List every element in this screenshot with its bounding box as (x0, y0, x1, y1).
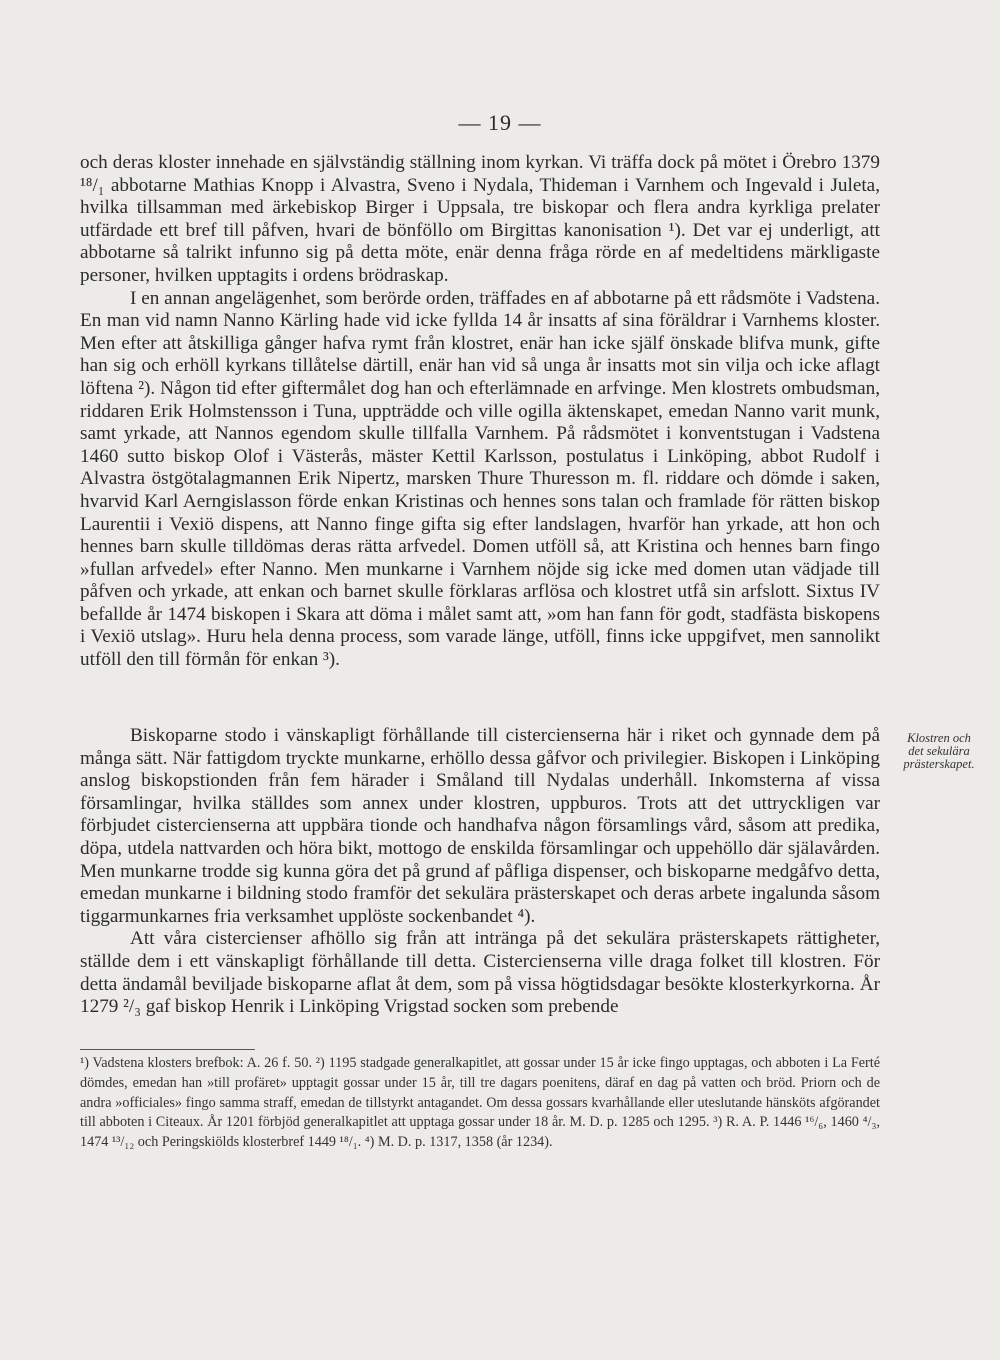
footnote-text: ¹) Vadstena klosters brefbok: A. 26 f. 50. ²) 1195 stadgade generalkapitlet, att gossar under 15 år icke fingo upptagas, och abboten i La Ferté dömdes, emedan han »till profäret» upptagit gossar under 15 år, till tre dagars poenitens, däraf en dag på vatten och bröd. Priorn och de andra »officiales» fingo samma straff, emedan de tillstyrkt antagandet. Om dessa gossars kvarhållande eller uteslutande hänsköts afgörandet till abboten i Citeaux. År 1201 förbjöd generalkapitlet att upptaga gossar under 18 år. M. D. p. 1285 och 1295. ³) R. A. P. 1446 ¹⁶/₆, 1460 ⁴/₃, 1474 ¹³/₁₂ och Peringskiölds klosterbref 1449 ¹⁸/₁. ⁴) M. D. p. 1317, 1358 (år 1234). (80, 1055, 880, 1151)
marginal-note (884, 732, 994, 771)
paragraph: I en annan angelägenhet, som berörde orden, träffades en af abbotarne på ett rådsmöte i Vadstena. En man vid namn Nanno Kärling hade vid icke fyllda 14 år insatts af sina föräldrar i Varnhems kloster. Men efter att åtskilliga gånger hafva rymt från klostret, enär han icke själf önskade blifva munk, gifte han sig och erhöll kyrkans tillåtelse därtill, enär han vid så unga år insatts mot sin vilja och icke aflagt löftena ²). Någon tid efter giftermålet dog han och efterlämnade en arfvinge. Men klostrets ombudsman, riddaren Erik Holmstensson i Tuna, uppträdde och ville ogilla äktenskapet, emedan Nanno varit munk, samt yrkade, att Nannos egendom skulle tillfalla Varnhem. På rådsmötet i konventstugan i Vadstena 1460 sutto biskop Olof i Västerås, mäster Kettil Karlsson, postulatus i Linköping, abbot Rudolf i Alvastra östgötalagmannen Erik Nipertz, marsken Thure Thuresson m. fl. riddare och dömde i saken, hvarvid Karl Aerngislasson förde enkan Kristinas och hennes sons talan och framlade för rätten biskop Laurentii i Vexiö dispens, att Nanno finge gifta sig efter landslagen, hvarför han yrkade, att hon och hennes barn skulle tilldömas deras rätta arfvedel. Domen utföll så, att Kristina och hennes barn fingo »fullan arfvedel» efter Nanno. Men munkarne i Varnhem nöjde sig icke med domen utan vädjade till påfven och yrkade, att enkan och barnet skulle förklaras arflösa och klostret utfå sin arfslott. Sixtus IV befallde år 1474 biskopen i Skara att döma i målet samt att, »om han fann för godt, stadfästa biskopens i Vexiö utslag». Huru hela denna process, som varade länge, utföll, finns icke uppgifvet, men sannolikt utföll den till förmån för enkan ³). (80, 287, 880, 671)
paragraph: Biskoparne stodo i vänskapligt förhållande till cistercienserna här i riket och gynnade dem på många sätt. När fattigdom tryckte munkarne, erhöllo dessa gåfvor och privilegier. Biskopen i Linköping anslog biskopstionden från fem härader i Småland till Nydalas underhåll. Inkomsterna af vissa församlingar, hvilka ställdes som annex under klostren, uppburos. Trots att det uttryckligen var förbjudet cistercienserna att uppbära tionde och handhafva någon församlings vård, såsom att predika, döpa, utdela nattvarden och höra bikt, mottogo de enskilda församlingar och uppehöllo där själavården. Men munkarne trodde sig kunna göra det på grund af påfliga dispenser, och biskoparne medgåfvo detta, emedan munkarne i bildning stodo framför det sekulära prästerskapet och deras arbete ingalunda såsom tiggarmunkarnes fria verksamhet upplöste sockenbandet ⁴). (80, 725, 880, 927)
marginal-note-line: Klostren och (907, 731, 971, 745)
main-text-section-1 (80, 152, 880, 672)
main-text-section-2 (80, 725, 880, 1019)
paragraph: och deras kloster innehade en självständig ställning inom kyrkan. Vi träffa dock på mötet i Örebro 1379 ¹⁸/₁ abbotarne Mathias Knopp i Alvastra, Sveno i Nydala, Thideman i Varnhem och Ingevald i Juleta, hvilka tillsamman med ärkebiskop Birger i Uppsala, tre biskopar och flera andra kyrkliga prelater utfärdade ett bref till påfven, hvari de bönföllo om Birgittas kanonisation ¹). Det var ej underligt, att abbotarne så talrikt infunno sig på detta möte, enär denna fråga rörde en af medeltidens märkligaste personer, hvilken upptagits i ordens brödraskap. (80, 152, 880, 286)
marginal-note-line: det sekulära (908, 744, 970, 758)
paragraph: Att våra cistercienser afhöllo sig från att intränga på det sekulära prästerskapets rättigheter, ställde dem i ett vänskapligt förhållande till detta. Cistercienserna ville draga folket till klostren. För detta ändamål beviljade biskoparne aflat åt dem, som på vissa högtidsdagar besökte klosterkyrkorna. År 1279 ²/₃ gaf biskop Henrik i Linköping Vrigstad socken som prebende (80, 928, 880, 1018)
marginal-note-line: prästerskapet. (903, 757, 975, 771)
page-number: — 19 — (458, 110, 542, 135)
footnotes (80, 1054, 880, 1153)
footnote-divider (80, 1049, 255, 1050)
